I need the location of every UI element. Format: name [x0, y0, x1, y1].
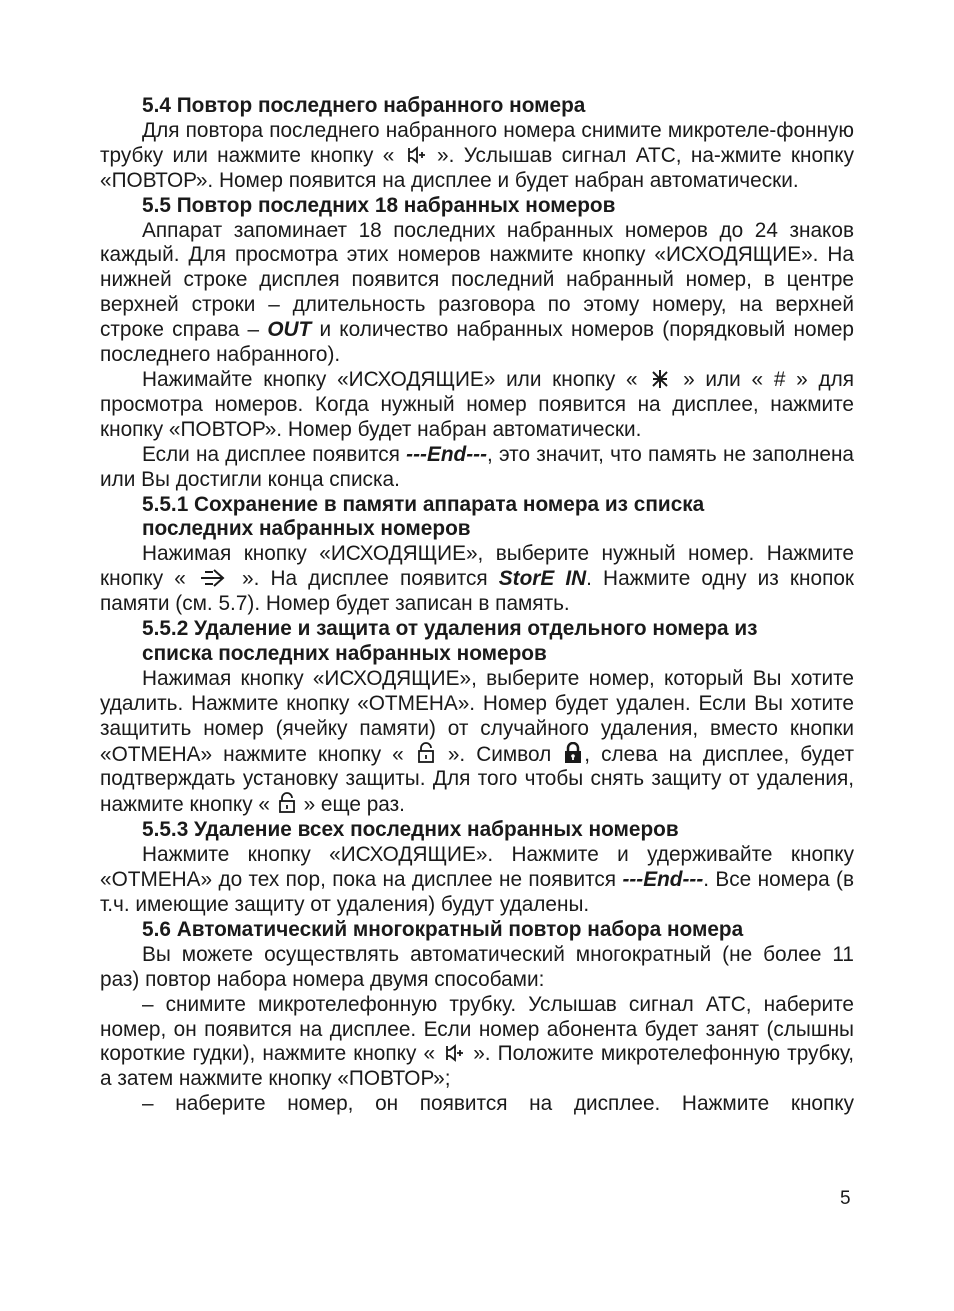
- lock-open-icon: [417, 742, 435, 764]
- speaker-icon: [444, 1043, 464, 1063]
- section-5-5-1-paragraph: Нажимая кнопку «ИСХОДЯЩИЕ», выберите нужный номер. Нажмите кнопку « ». На дисплее появится StorE IN. Нажмите одну из кнопок памяти (см. 5.7). Номер будет записан в память.: [100, 542, 854, 616]
- section-5-5-3-paragraph: Нажмите кнопку «ИСХОДЯЩИЕ». Нажмите и удерживайте кнопку «ОТМЕНА» до тех пор, пока на дисплее не появится ---End---. Все номера (в т.ч. имеющие защиту от удаления) будут удалены.: [100, 843, 854, 916]
- section-5-5-1-heading-line-2: последних набранных номеров: [142, 517, 471, 541]
- star-key-icon: [650, 369, 670, 389]
- out-label: OUT: [267, 318, 312, 342]
- section-5-6-paragraph-1: Вы можете осуществлять автоматический многократный (не более 11 раз) повтор набора номера двумя способами:: [100, 942, 854, 991]
- store-arrow-icon: [199, 568, 229, 588]
- end-label: ---End---: [406, 442, 488, 466]
- section-5-5-1-heading-line-1: 5.5.1 Сохранение в памяти аппарата номера из списка: [142, 492, 705, 516]
- section-5-5-paragraph-1: Аппарат запоминает 18 последних набранных номеров до 24 знаков каждый. Для просмотра этих номеров нажмите кнопку «ИСХОДЯЩИЕ». На нижней строке дисплея появится последний набранный номер, в центре верхней строки – длительность разговора по этому номеру, на верхней строке справа – OUT и количество набранных номеров (порядковый номер последнего набранного).: [100, 218, 854, 367]
- lock-open-icon: [278, 792, 296, 814]
- document-page: [100, 94, 854, 1117]
- section-5-5-2-heading-line-1: 5.5.2 Удаление и защита от удаления отдельного номера из: [142, 617, 758, 641]
- page-number: 5: [840, 1188, 851, 1209]
- store-in-label: StorE IN: [498, 567, 587, 591]
- section-5-5-heading: 5.5 Повтор последних 18 набранных номеров: [142, 193, 616, 217]
- section-5-6-paragraph-3: – наберите номер, он появится на дисплее. Нажмите кнопку: [142, 1092, 854, 1116]
- section-5-4-paragraph: Для повтора последнего набранного номера снимите микротеле-фонную трубку или нажмите кнопку « ». Услышав сигнал АТС, на-жмите кнопку «ПОВТОР». Номер появится на дисплее и будет набран автоматически.: [100, 118, 855, 192]
- end-label: ---End---: [622, 868, 704, 892]
- speaker-icon: [406, 145, 426, 165]
- section-5-5-2-heading-line-2: списка последних набранных номеров: [142, 641, 547, 665]
- section-5-6-paragraph-2: – снимите микротелефонную трубку. Услышав сигнал АТС, наберите номер, он появится на дисплее. Если номер абонента будет занят (слышны короткие гудки), нажмите кнопку « ». Положите микротелефонную трубку, а затем нажмите кнопку «ПОВТОР»;: [100, 992, 854, 1091]
- section-5-4-heading: 5.4 Повтор последнего набранного номера: [142, 94, 586, 117]
- section-5-6-heading: 5.6 Автоматический многократный повтор набора номера: [142, 917, 744, 941]
- section-5-5-paragraph-2: Нажимайте кнопку «ИСХОДЯЩИЕ» или кнопку « » или « # » для просмотра номеров. Когда нужный номер появится на дисплее, нажмите кнопку «ПОВТОР». Номер будет набран автоматически.: [100, 367, 854, 441]
- section-5-5-paragraph-3: Если на дисплее появится ---End---, это значит, что память не заполнена или Вы достигли конца списка.: [100, 442, 854, 491]
- section-5-5-2-paragraph: Нажимая кнопку «ИСХОДЯЩИЕ», выберите номер, который Вы хотите удалить. Нажмите кнопку «ОТМЕНА». Номер будет удален. Если Вы хотите защитить номер (ячейку памяти) от случайного удаления, вместо кнопки «ОТМЕНА» нажмите кнопку « ». Символ , слева на дисплее, будет подтверждать установку защиты. Для того чтобы снять защиту от удаления, нажмите кнопку « » еще раз.: [100, 666, 854, 817]
- section-5-5-3-heading: 5.5.3 Удаление всех последних набранных номеров: [142, 818, 679, 842]
- lock-closed-icon: [564, 742, 582, 764]
